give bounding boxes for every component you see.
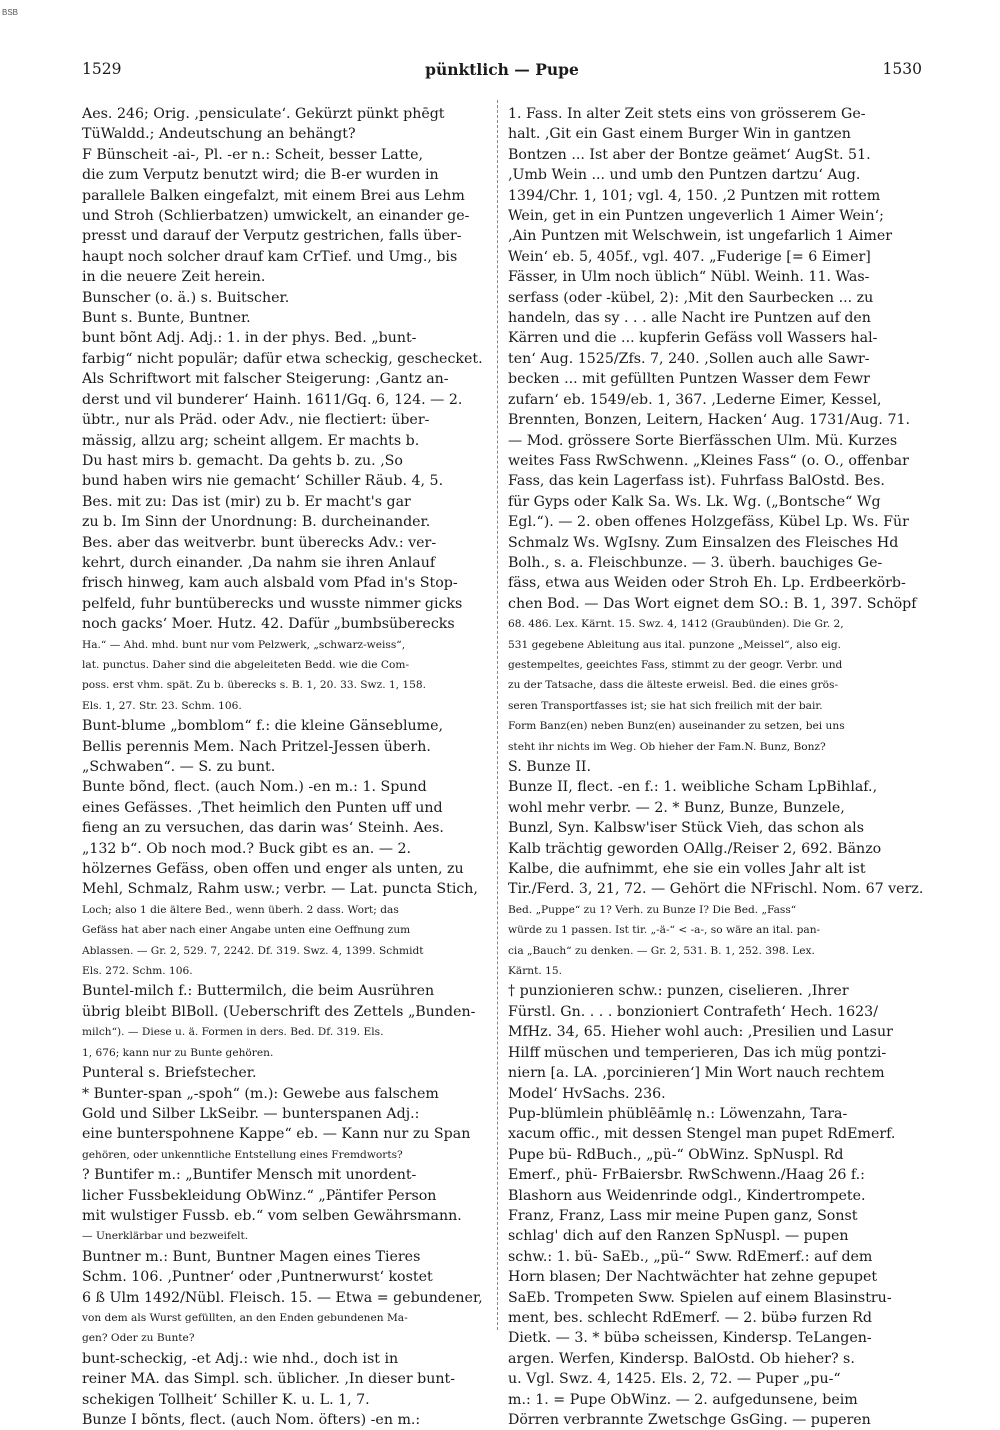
text-line: Kärnt. 15. — [508, 965, 562, 978]
text-line: reiner MA. das Simpl. sch. üblicher. ‚In dieser bunt- — [82, 1371, 456, 1388]
text-line: Mehl, Schmalz, Rahm usw.; verbr. — Lat. puncta Stich, — [82, 881, 478, 898]
text-line: Bunte bõnd, flect. (auch Nom.) -en m.: 1. Spund — [82, 779, 427, 796]
text-line: presst und darauf der Verputz gestrichen, falls über- — [82, 228, 462, 245]
text-line: Form Banz(en) neben Bunz(en) auseinander zu setzen, bei uns — [508, 720, 845, 733]
text-line: schw.: 1. bü- SaEb., „pü-“ Sww. RdEmerf.: auf dem — [508, 1248, 873, 1265]
running-title: pünktlich — Pupe — [425, 60, 579, 79]
text-line: halt. ‚Git ein Gast einem Burger Win in gantzen — [508, 126, 851, 143]
text-line: milch“). — Diese u. ä. Formen in ders. Bed. Df. 319. Els. — [82, 1026, 384, 1039]
text-line: Bunt-blume „bomblom“ f.: die kleine Gänseblume, — [82, 718, 444, 735]
text-line: pelfeld, fuhr buntüberecks und wusste nimmer gicks — [82, 595, 463, 612]
text-line: 1, 676; kann nur zu Bunte gehören. — [82, 1046, 274, 1059]
text-line: farbig“ nicht populär; dafür etwa scheckig, geschecket. — [82, 350, 483, 367]
text-line: 68. 486. Lex. Kärnt. 15. Swz. 4, 1412 (Graubünden). Die Gr. 2, — [508, 618, 844, 631]
text-line: ‚Ain Puntzen mit Welschwein, ist ungefarlich 1 Aimer — [508, 228, 893, 245]
text-line: becken ... mit gefüllten Puntzen Wasser dem Fewr — [508, 371, 870, 388]
text-line: lat. punctus. Daher sind die abgeleiteten Bedd. wie die Com- — [82, 658, 410, 671]
text-line: Als Schriftwort mit falscher Steigerung: ‚Gantz an- — [82, 371, 449, 388]
text-line: Schmalz Ws. WgIsny. Zum Einsalzen des Fleisches Hd — [508, 534, 899, 551]
text-line: TüWaldd.; Andeutschung an behängt? — [82, 126, 356, 143]
text-line: Hilff müschen und temperieren, Das ich müg pontzi- — [508, 1044, 887, 1061]
page-number-right: 1530 — [882, 60, 922, 78]
text-line: fäss, etwa aus Weiden oder Stroh Eh. Lp. Erdbeerkörb- — [508, 575, 906, 592]
text-line: Tir./Ferd. 3, 21, 72. — Gehört die NFrischl. Nom. 67 verz. — [508, 881, 924, 898]
text-line: poss. erst vhm. spät. Zu b. überecks s. B. 1, 20. 33. Swz. 1, 158. — [82, 679, 427, 692]
text-line: Bolh., s. a. Fleischbunze. — 3. überh. bauchiges Ge- — [508, 554, 883, 571]
text-line: Bes. aber das weitverbr. bunt überecks Adv.: ver- — [82, 534, 437, 551]
text-line: * Bunter-span „-spoh“ (m.): Gewebe aus falschem — [82, 1085, 439, 1102]
text-line: wohl mehr verbr. — 2. * Bunz, Bunze, Bunzele, — [508, 799, 845, 816]
text-line: Bunze II, flect. -en f.: 1. weibliche Scham LpBihlaf., — [508, 779, 878, 796]
left-column — [82, 104, 498, 1430]
text-line: — Unerklärbar und bezweifelt. — [82, 1230, 249, 1243]
text-line: übtr., nur als Präd. oder Adv., nie flectiert: über- — [82, 412, 430, 429]
text-line: Pupe bü- RdBuch., „pü-“ ObWinz. SpNuspl. Rd — [508, 1146, 844, 1163]
right-column — [508, 104, 924, 1430]
text-line: Du hast mirs b. gemacht. Da gehts b. zu. ‚So — [82, 452, 403, 469]
text-line: Buntner m.: Bunt, Buntner Magen eines Tieres — [82, 1248, 421, 1265]
text-line: Fass, das kein Lagerfass ist). Fuhrfass BalOstd. Bes. — [508, 473, 885, 490]
text-line: bund haben wirs nie gemacht‘ Schiller Räub. 4, 5. — [82, 473, 444, 490]
text-line: noch gacks‘ Moer. Hutz. 42. Dafür „bumbsüberecks — [82, 616, 455, 633]
text-line: Bunzl, Syn. Kalbsw'iser Stück Vieh, das schon als — [508, 820, 864, 837]
text-line: haupt noch solcher drauf kam CrTief. und Umg., bis — [82, 248, 458, 265]
text-line: mit wulstiger Fussb. eb.“ vom selben Gewährsmann. — [82, 1207, 462, 1224]
text-line: parallele Balken eingefalzt, mit einem Brei aus Lehm — [82, 187, 465, 204]
text-line: Gold und Silber LkSeibr. — bunterspanen Adj.: — [82, 1105, 420, 1122]
text-line: Buntel-milch f.: Buttermilch, die beim Ausrühren — [82, 983, 435, 1000]
text-line: zu b. Im Sinn der Unordnung: B. durcheinander. — [82, 514, 431, 531]
text-line: die zum Verputz benutzt wird; die B-er wurden in — [82, 167, 439, 184]
text-line: 6 ß Ulm 1492/Nübl. Fleisch. 15. — Etwa = gebundener, — [82, 1289, 483, 1306]
text-line: m.: 1. = Pupe ObWinz. — 2. aufgedunsene, beim — [508, 1391, 858, 1408]
text-line: Wein, get in ein Puntzen ungeverlich 1 Aimer Wein‘; — [508, 208, 884, 225]
text-line: seren Transportfasses ist; sie hat sich freilich mit der bair. — [508, 699, 823, 712]
text-line: gehören, oder unkenntliche Entstellung eines Fremdworts? — [82, 1148, 403, 1161]
text-line: zufarn‘ eb. 1549/eb. 1, 367. ‚Lederne Eimer, Kessel, — [508, 391, 882, 408]
text-line: Bunt s. Bunte, Buntner. — [82, 310, 251, 327]
text-line: serfass (oder -kübel, 2): ‚Mit den Saurbecken ... zu — [508, 289, 874, 306]
page-header — [82, 60, 922, 84]
text-line: SaEb. Trompeten Sww. Spielen auf einem Blasinstru- — [508, 1289, 892, 1306]
text-line: 1394/Chr. 1, 101; vgl. 4, 150. ‚2 Puntzen mit rottem — [508, 187, 881, 204]
text-line: „132 b“. Ob noch mod.? Buck gibt es an. — 2. — [82, 840, 412, 857]
text-line: gen? Oder zu Bunte? — [82, 1332, 195, 1345]
text-line: Emerf., phü- FrBaiersbr. RwSchwenn./Haag 26 f.: — [508, 1167, 865, 1184]
text-line: ? Buntifer m.: „Buntifer Mensch mit unordent- — [82, 1167, 417, 1184]
library-stamp: BSB — [2, 8, 19, 17]
text-line: niern [a. LA. ‚porcinieren‘] Min Wort nauch rechtem — [508, 1065, 885, 1082]
text-line: argen. Werfen, Kindersp. BalOstd. Ob hieher? s. — [508, 1350, 855, 1367]
text-line: Franz, Franz, Lass mir meine Pupen ganz, Sonst — [508, 1207, 858, 1224]
text-line: Ablassen. — Gr. 2, 529. 7, 2242. Df. 319. Swz. 4, 1399. Schmidt — [82, 944, 424, 957]
text-line: Aes. 246; Orig. ‚pensiculate‘. Gekürzt pünkt phēgt — [82, 106, 445, 122]
text-line: und Stroh (Schlierbatzen) umwickelt, an einander ge- — [82, 208, 470, 225]
text-line: kehrt, durch einander. ‚Da nahm sie ihren Anlauf — [82, 554, 436, 571]
text-line: Dörren verbrannte Zwetschge GsGing. — puperen — [508, 1412, 871, 1428]
text-line: chen Bod. — Das Wort eignet dem SO.: B. 1, 397. Schöpf — [508, 595, 917, 612]
text-line: frisch hinweg, kam auch alsbald vom Pfad in's Stop- — [82, 575, 458, 592]
text-line: Blashorn aus Weidenrinde odgl., Kindertrompete. — [508, 1187, 866, 1204]
text-line: von dem als Wurst gefüllten, an den Enden gebundenen Ma- — [82, 1311, 408, 1324]
text-line: Wein‘ eb. 5, 405f., vgl. 407. „Fuderige [= 6 Eimer] — [508, 248, 871, 265]
text-line: bunt-scheckig, -et Adj.: wie nhd., doch ist in — [82, 1350, 399, 1367]
text-line: S. Bunze II. — [508, 759, 592, 775]
text-line: für Gyps oder Kalk Sa. Ws. Lk. Wg. („Bontsche“ Wg — [508, 493, 881, 510]
text-line: Gefäss hat aber nach einer Angabe unten eine Oeffnung zum — [82, 924, 411, 937]
text-line: Egl.“). — 2. oben offenes Holzgefäss, Kübel Lp. Ws. Für — [508, 514, 909, 531]
text-line: Els. 1, 27. Str. 23. Schm. 106. — [82, 699, 242, 712]
text-line: Bellis perennis Mem. Nach Pritzel-Jessen überh. — [82, 738, 431, 755]
text-line: Schm. 106. ‚Puntner‘ oder ‚Puntnerwurst‘ kostet — [82, 1269, 433, 1286]
text-line: übrig bleibt BlBoll. (Ueberschrift des Zettels „Bunden- — [82, 1003, 476, 1020]
text-line: 531 gegebene Ableitung aus ital. punzone „Meissel“, also eig. — [508, 638, 841, 651]
text-line: † punzionieren schw.: punzen, ciselieren. ‚Ihrer — [508, 983, 849, 1000]
text-line: fieng an zu versuchen, das darin was‘ Steinh. Aes. — [82, 820, 444, 837]
text-line: steht ihr nichts im Weg. Ob hieher der Fam.N. Bunz, Bonz? — [508, 740, 826, 753]
column-divider — [497, 100, 498, 1330]
text-line: MfHz. 34, 65. Hieher wohl auch: ‚Presilien und Lasur — [508, 1024, 893, 1041]
text-line: Pup-blümlein phüblēāmlę n.: Löwenzahn, Tara- — [508, 1105, 848, 1122]
text-line: Fässer, in Ulm noch üblich“ Nübl. Weinh. 11. Was- — [508, 269, 870, 286]
text-line: ten‘ Aug. 1525/Zfs. 7, 240. ‚Sollen auch alle Sawr- — [508, 350, 870, 367]
text-line: „Schwaben“. — S. zu bunt. — [82, 759, 276, 775]
text-line: u. Vgl. Swz. 4, 1425. Els. 2, 72. — Puper „pu-“ — [508, 1371, 841, 1388]
text-line: würde zu 1 passen. Ist tir. „-ä-“ < -a-, so wäre an ital. pan- — [508, 924, 821, 937]
text-line: eine bunterspohnene Kappe“ eb. — Kann nur zu Span — [82, 1126, 471, 1143]
text-line: Bunscher (o. ä.) s. Buitscher. — [82, 289, 290, 306]
text-line: Els. 272. Schm. 106. — [82, 965, 193, 978]
text-line: xacum offic., mit dessen Stengel man pupet RdEmerf. — [508, 1126, 896, 1143]
text-line: cia „Bauch“ zu denken. — Gr. 2, 531. B. 1, 252. 398. Lex. — [508, 944, 815, 957]
text-line: schlag' dich auf den Ranzen SpNuspl. — pupen — [508, 1228, 849, 1245]
text-line: ‚Umb Wein ... und umb den Puntzen dartzu‘ Aug. — [508, 167, 861, 184]
text-line: Dietk. — 3. * bübə scheissen, Kindersp. TeLangen- — [508, 1330, 872, 1347]
text-line: — Mod. grössere Sorte Bierfässchen Ulm. Mü. Kurzes — [508, 432, 898, 449]
text-line: 1. Fass. In alter Zeit stets eins von grösserem Ge- — [508, 106, 866, 122]
text-line: weites Fass RwSchwenn. „Kleines Fass“ (o. O., offenbar — [508, 452, 909, 469]
text-line: Bunze I bõnts, flect. (auch Nom. öfters) -en m.: — [82, 1412, 421, 1428]
text-line: gestempeltes, geeichtes Fass, stimmt zu der geogr. Verbr. und — [508, 658, 843, 671]
text-line: Horn blasen; Der Nachtwächter hat zehne gepupet — [508, 1269, 878, 1286]
text-line: zu der Tatsache, dass die älteste erweisl. Bed. die eines grös- — [508, 679, 839, 692]
text-line: hölzernes Gefäss, oben offen und enger als unten, zu — [82, 861, 464, 878]
text-line: Model‘ HvSachs. 236. — [508, 1085, 666, 1102]
text-line: Punteral s. Briefstecher. — [82, 1065, 257, 1082]
text-line: Bed. „Puppe“ zu 1? Verh. zu Bunze I? Die Bed. „Fass“ — [508, 903, 797, 916]
text-line: mässig, allzu arg; scheint allgem. Er machts b. — [82, 432, 420, 449]
text-line: eines Gefässes. ‚Thet heimlich den Punten uff und — [82, 799, 443, 816]
page-number-left: 1529 — [82, 60, 122, 78]
text-line: handeln, das sy . . . alle Nacht ire Puntzen auf den — [508, 310, 871, 327]
text-line: F Bünscheit -ai-, Pl. -er n.: Scheit, besser Latte, — [82, 146, 424, 163]
text-line: Kalbe, die aufnimmt, ehe sie ein volles Jahr alt ist — [508, 861, 866, 878]
text-line: ment, bes. schlecht RdEmerf. — 2. bübə furzen Rd — [508, 1309, 872, 1326]
text-line: Kärren und die ... kupferin Gefäss voll Wassers hal- — [508, 330, 878, 347]
text-line: Ha.“ — Ahd. mhd. bunt nur vom Pelzwerk, „schwarz-weiss“, — [82, 638, 406, 651]
text-line: bunt bõnt Adj. Adj.: 1. in der phys. Bed. „bunt- — [82, 330, 417, 347]
text-line: Bes. mit zu: Das ist (mir) zu b. Er macht's gar — [82, 493, 411, 510]
text-line: Brennten, Bonzen, Leitern, Hacken‘ Aug. 1731/Aug. 71. — [508, 412, 911, 429]
text-line: Bontzen ... Ist aber der Bontze geämet‘ AugSt. 51. — [508, 146, 871, 163]
text-line: Loch; also 1 die ältere Bed., wenn überh. 2 dass. Wort; das — [82, 903, 399, 916]
text-line: licher Fussbekleidung ObWinz.“ „Päntifer Person — [82, 1187, 437, 1204]
text-line: Kalb trächtig geworden OAllg./Reiser 2, 692. Bänzo — [508, 840, 882, 857]
text-line: Fürstl. Gn. . . . bonzioniert Contrafeth‘ Hech. 1623/ — [508, 1003, 878, 1020]
text-line: schekigen Tollheit‘ Schiller K. u. L. 1, 7. — [82, 1391, 370, 1408]
text-line: derst und vil bunderer‘ Hainh. 1611/Gq. 6, 124. — 2. — [82, 391, 463, 408]
text-line: in die neuere Zeit herein. — [82, 269, 266, 286]
